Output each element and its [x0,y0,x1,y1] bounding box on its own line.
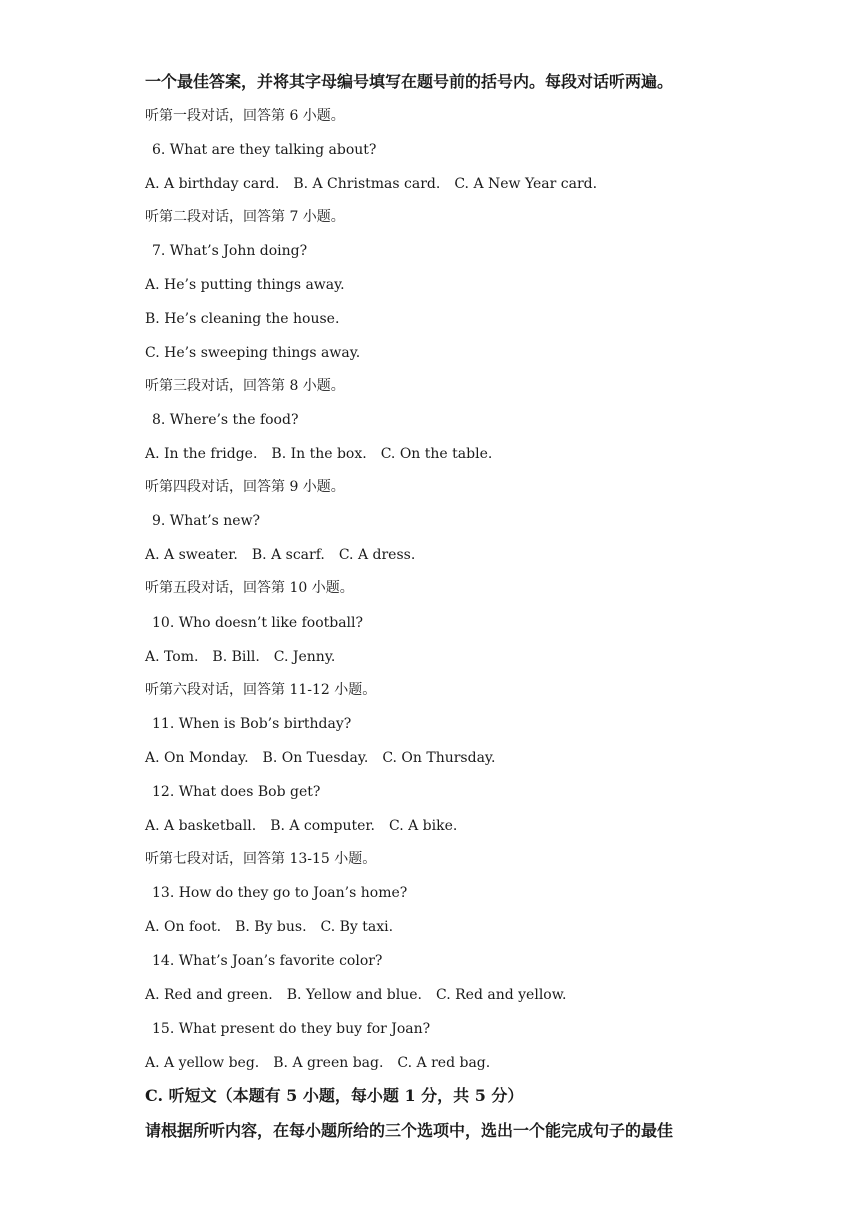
section-prompt: 听第三段对话，回答第 8 小题。 [145,378,345,394]
option: B. Bill. [212,649,260,665]
option: C. A bike. [388,818,458,834]
option: A. Tom. [145,649,199,665]
section-prompt: 听第二段对话，回答第 7 小题。 [145,209,345,225]
option: B. A computer. [270,818,375,834]
option: C. A red bag. [397,1055,491,1071]
intro-instruction: 一个最佳答案，并将其字母编号填写在题号前的括号内。每段对话听两遍。 [145,72,674,91]
section-prompt: 听第六段对话，回答第 11-12 小题。 [145,682,377,698]
options-row [145,444,506,464]
options-row [145,1053,504,1073]
option: C. He’s sweeping things away. [145,345,361,361]
option: C. Red and yellow. [436,987,567,1003]
option: B. On Tuesday. [262,750,369,766]
question-text: 15. What present do they buy for Joan? [152,1021,431,1037]
option: C. On Thursday. [382,750,496,766]
question-text: 13. How do they go to Joan’s home? [152,885,408,901]
option: C. A New Year card. [454,176,598,192]
section-prompt: 听第一段对话，回答第 6 小题。 [145,108,345,124]
option: A. A sweater. [145,547,238,563]
options-row [145,647,349,667]
question-text: 11. When is Bob’s birthday? [152,716,352,732]
question-text: 8. Where’s the food? [152,412,299,428]
question-text: 10. Who doesn’t like football? [152,615,364,631]
option: B. A green bag. [273,1055,384,1071]
option: A. On Monday. [145,750,249,766]
option: B. In the box. [271,446,367,462]
options-row [145,174,611,194]
question-text: 9. What’s new? [152,513,261,529]
options-row [145,545,429,565]
option: C. By taxi. [320,919,394,935]
option: B. Yellow and blue. [286,987,423,1003]
question-text: 6. What are they talking about? [152,142,377,158]
option: C. A dress. [338,547,416,563]
question-text: 12. What does Bob get? [152,784,321,800]
option: B. He’s cleaning the house. [145,311,340,327]
options-row [145,816,471,836]
option: B. A scarf. [251,547,325,563]
option: B. A Christmas card. [293,176,441,192]
options-row [145,985,581,1005]
options-row [145,748,509,768]
option: B. By bus. [235,919,307,935]
section-prompt: 听第四段对话，回答第 9 小题。 [145,479,345,495]
option: A. Red and green. [145,987,273,1003]
question-text: 7. What’s John doing? [152,243,308,259]
section-prompt: 听第五段对话，回答第 10 小题。 [145,580,354,596]
option: C. Jenny. [273,649,336,665]
section-prompt: 听第七段对话，回答第 13-15 小题。 [145,851,377,867]
options-row [145,917,407,937]
option: A. A basketball. [145,818,257,834]
option: C. On the table. [380,446,493,462]
section-c-heading: C. 听短文（本题有 5 小题，每小题 1 分，共 5 分） [145,1086,524,1105]
option: A. He’s putting things away. [145,277,345,293]
question-text: 14. What’s Joan’s favorite color? [152,953,383,969]
option: A. On foot. [145,919,222,935]
option: A. A birthday card. [145,176,280,192]
option: A. In the fridge. [145,446,258,462]
option: A. A yellow beg. [145,1055,260,1071]
section-c-instruction: 请根据所听内容，在每小题所给的三个选项中，选出一个能完成句子的最佳 [145,1121,674,1140]
